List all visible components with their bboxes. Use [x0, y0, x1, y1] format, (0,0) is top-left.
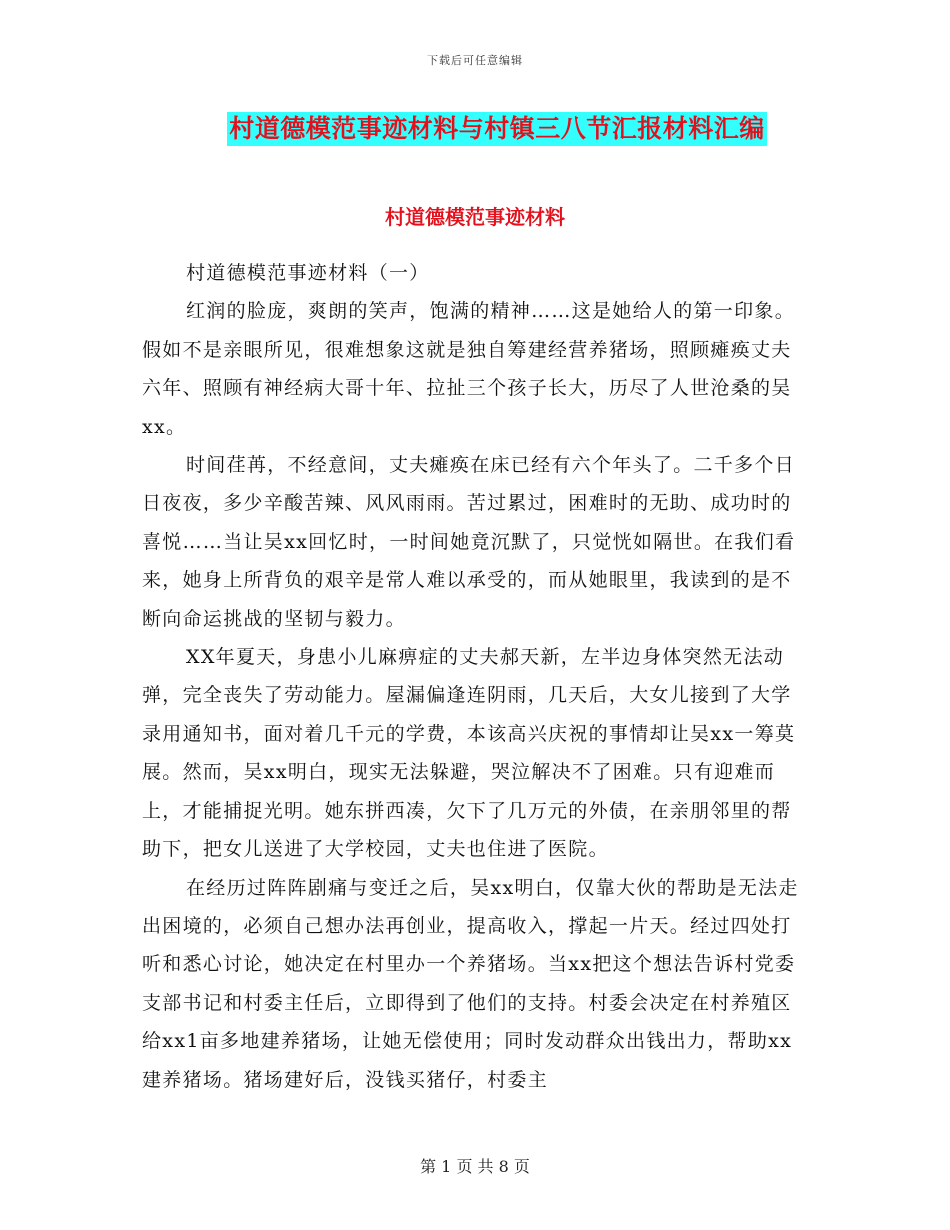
section-title: 村道德模范事迹材料 — [385, 205, 565, 229]
subsection-title: 村道德模范事迹材料（一） — [186, 262, 430, 284]
paragraph: 在经历过阵阵剧痛与变迁之后，吴xx明白，仅靠大伙的帮助是无法走出困境的，必须自己想办法再创业，提高收入，撑起一片天。经过四处打听和悉心讨论，她决定在村里办一个养猪场。当xx把这个想法告诉村党委支部书记和村委主任后，立即得到了他们的支持。村委会决定在村养殖区给xx1亩多地建养猪场，让她无偿使用；同时发动群众出钱出力，帮助xx建养猪场。猪场建好后，没钱买猪仔，村委主 — [142, 876, 799, 1091]
paragraph: 红润的脸庞，爽朗的笑声，饱满的精神……这是她给人的第一印象。假如不是亲眼所见，很难想象这就是独自筹建经营养猪场，照顾瘫痪丈夫六年、照顾有神经病大哥十年、拉扯三个孩子长大，历尽了人世沧桑的吴xx。 — [142, 300, 796, 438]
page-number: 第 1 页 共 8 页 — [420, 1157, 530, 1176]
main-title: 村道德模范事迹材料与村镇三八节汇报材料汇编 — [227, 112, 767, 146]
document-body — [142, 222, 810, 1099]
page-header-note: 下载后可任意编辑 — [427, 54, 523, 67]
title-spacer — [142, 222, 810, 254]
main-title-container — [0, 112, 950, 146]
paragraph: 时间荏苒，不经意间，丈夫瘫痪在床已经有六个年头了。二千多个日日夜夜，多少辛酸苦辣、风风雨雨。苦过累过，困难时的无助、成功时的喜悦……当让吴xx回忆时，一时间她竟沉默了，只觉恍如隔世。在我们看来，她身上所背负的艰辛是常人难以承受的，而从她眼里，我读到的是不断向命运挑战的坚韧与毅力。 — [142, 454, 796, 630]
paragraph: XX年夏天，身患小儿麻痹症的丈夫郝天新，左半边身体突然无法动弹，完全丧失了劳动能力。屋漏偏逢连阴雨，几天后，大女儿接到了大学录用通知书，面对着几千元的学费，本该高兴庆祝的事情却让吴xx一筹莫展。然而，吴xx明白，现实无法躲避，哭泣解决不了困难。只有迎难而上，才能捕捉光明。她东拼西凑，欠下了几万元的外债，在亲朋邻里的帮助下，把女儿送进了大学校园，丈夫也住进了医院。 — [142, 646, 796, 861]
